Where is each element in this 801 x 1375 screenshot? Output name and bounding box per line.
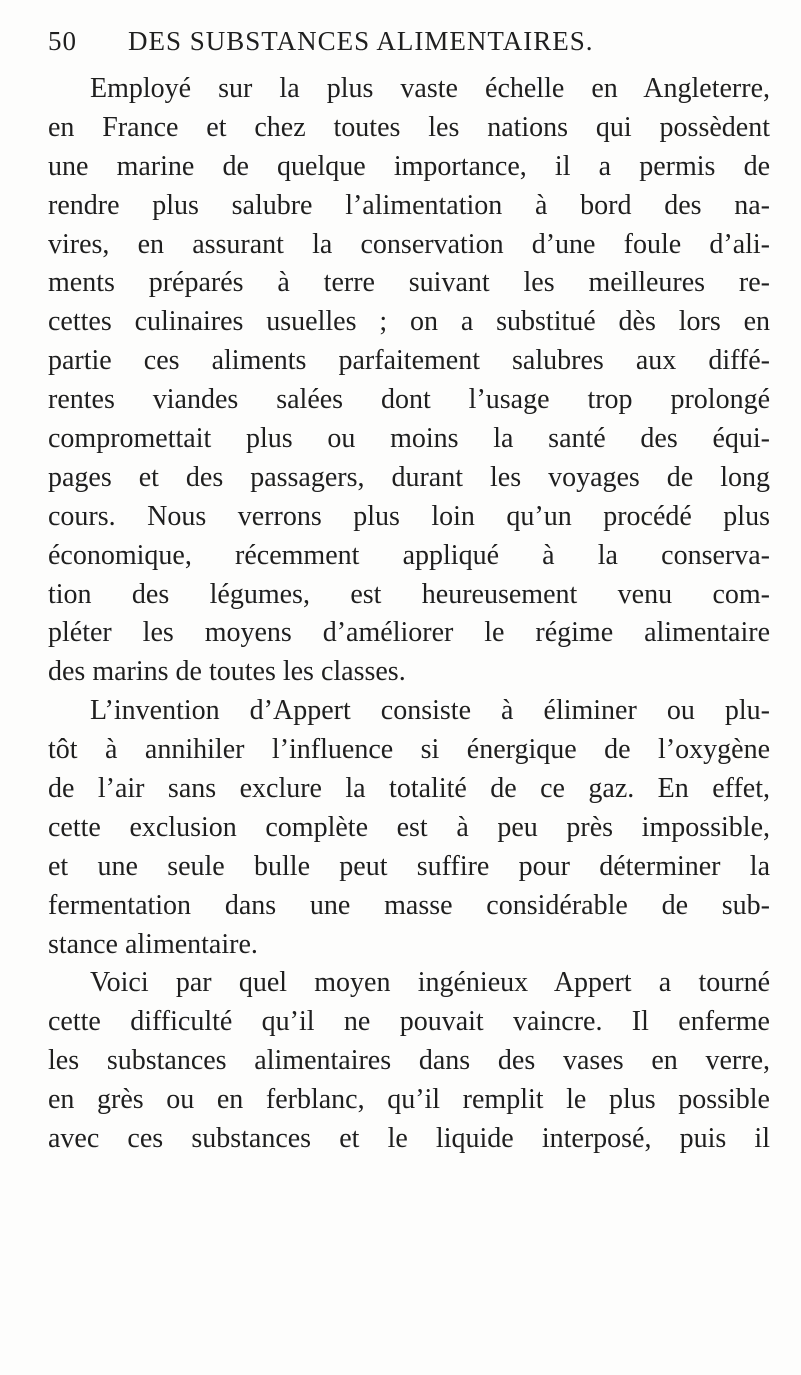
text-line: Voici par quel moyen ingénieux Appert a tourné	[90, 967, 770, 999]
text-line: en grès ou en ferblanc, qu’il remplit le plus possible	[48, 1084, 770, 1116]
text-line: économique, récemment appliqué à la conserva-	[48, 539, 770, 571]
text-line: compromettait plus ou moins la santé des équi-	[48, 423, 770, 455]
text-line: Employé sur la plus vaste échelle en Angleterre,	[90, 73, 770, 104]
text-line: des marins de toutes les classes.	[48, 656, 406, 688]
text-line: en France et chez toutes les nations qui possèdent	[48, 111, 770, 143]
running-head	[48, 26, 698, 56]
text-line: L’invention d’Appert consiste à éliminer ou plu-	[90, 695, 770, 727]
text-line: avec ces substances et le liquide interposé, puis il	[48, 1123, 770, 1155]
text-line: cette difficulté qu’il ne pouvait vaincre. Il enferme	[48, 1006, 770, 1038]
text-line: tôt à annihiler l’influence si énergique de l’oxygène	[48, 734, 770, 766]
text-line: pléter les moyens d’améliorer le régime alimentaire	[48, 617, 770, 649]
text-line: rentes viandes salées dont l’usage trop prolongé	[48, 384, 770, 416]
text-line: rendre plus salubre l’alimentation à bord des na-	[48, 189, 770, 221]
text-line: tion des légumes, est heureusement venu com-	[48, 578, 770, 610]
text-line: de l’air sans exclure la totalité de ce gaz. En effet,	[48, 773, 770, 805]
text-line: cette exclusion complète est à peu près impossible,	[48, 811, 770, 843]
text-line: stance alimentaire.	[48, 928, 258, 960]
text-line: partie ces aliments parfaitement salubres aux diffé-	[48, 345, 770, 377]
body-text	[48, 70, 770, 1159]
text-line: vires, en assurant la conservation d’une foule d’ali-	[48, 228, 770, 260]
text-line: pages et des passagers, durant les voyages de long	[48, 461, 770, 493]
text-line: ments préparés à terre suivant les meilleures re-	[48, 267, 770, 299]
text-line: cours. Nous verrons plus loin qu’un procédé plus	[48, 500, 770, 532]
text-line: cettes culinaires usuelles ; on a substitué dès lors en	[48, 306, 770, 338]
text-line: fermentation dans une masse considérable de sub-	[48, 889, 770, 921]
text-line: et une seule bulle peut suffire pour déterminer la	[48, 850, 770, 882]
text-line: les substances alimentaires dans des vases en verre,	[48, 1045, 770, 1077]
text-line: une marine de quelque importance, il a permis de	[48, 150, 770, 182]
page-number: 50	[48, 26, 77, 56]
running-title: DES SUBSTANCES ALIMENTAIRES.	[128, 26, 594, 56]
